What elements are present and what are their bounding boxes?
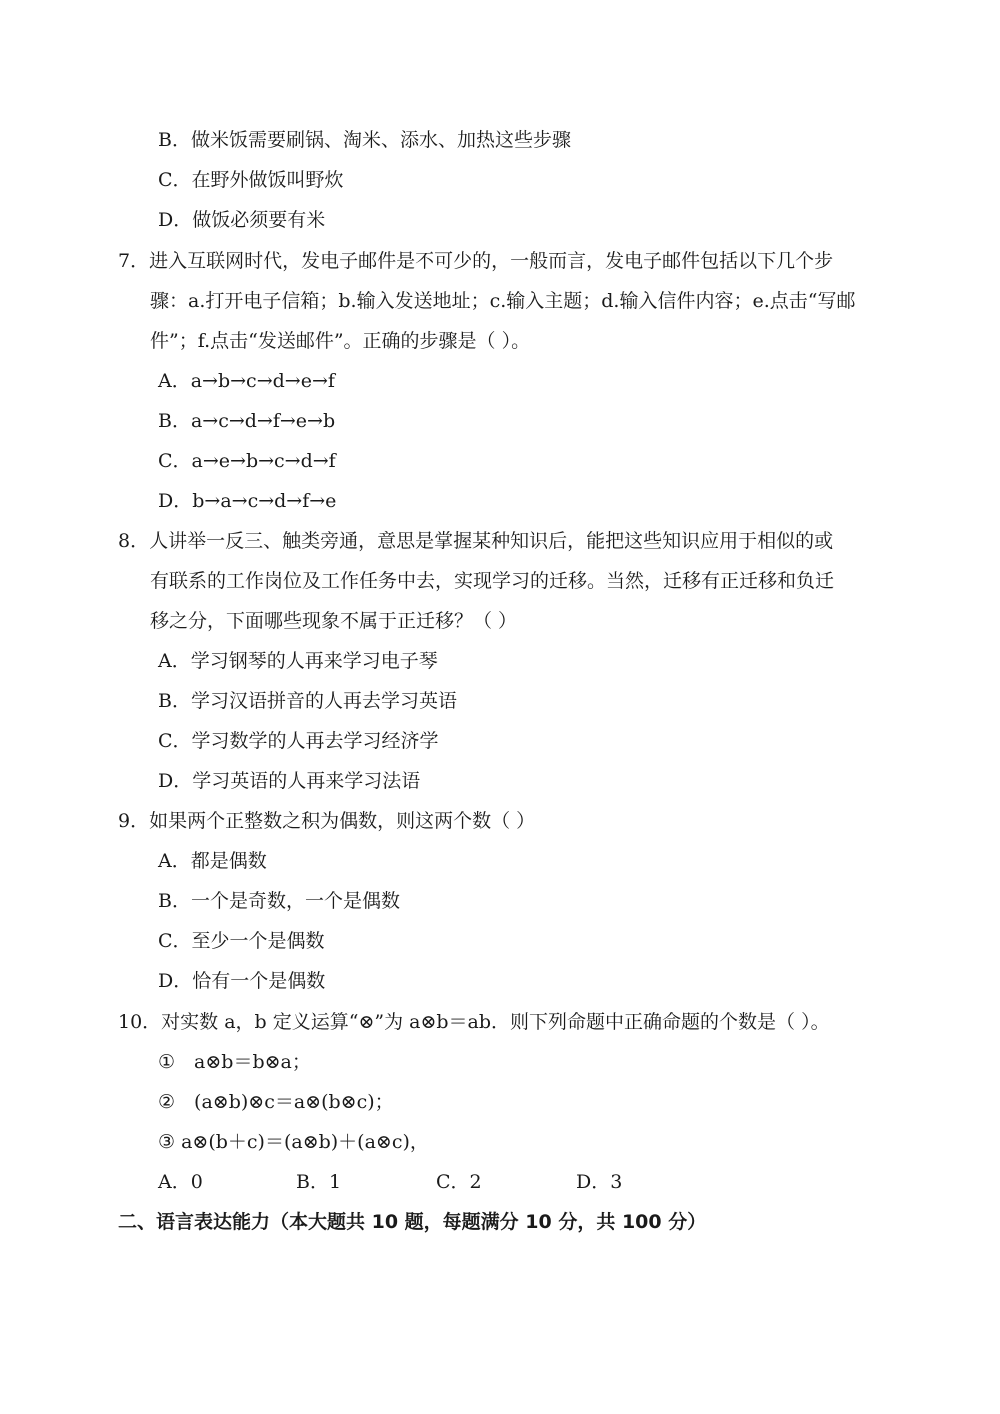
q8-option-c: C．学习数学的人再去学习经济学 [158, 730, 439, 752]
q10-proposition-1: ① a⊗b＝b⊗a； [158, 1051, 311, 1073]
q7-option-d: D．b→a→c→d→f→e [158, 490, 337, 512]
q7-stem-line1: 7．进入互联网时代，发电子邮件是不可少的，一般而言，发电子邮件包括以下几个步 [118, 250, 834, 272]
q8-option-d: D．学习英语的人再来学习法语 [158, 770, 421, 792]
q9-option-a: A．都是偶数 [158, 850, 267, 872]
q9-option-b: B．一个是奇数，一个是偶数 [158, 890, 400, 912]
q9-option-d: D．恰有一个是偶数 [158, 970, 326, 992]
q9-stem: 9．如果两个正整数之积为偶数，则这两个数（ ） [118, 810, 536, 832]
q10-stem: 10．对实数 a，b 定义运算“⊗”为 a⊗b＝ab．则下列命题中正确命题的个数是（ ）。 [118, 1011, 830, 1033]
q6-option-d: D．做饭必须要有米 [158, 209, 326, 231]
q8-option-b: B．学习汉语拼音的人再去学习英语 [158, 690, 457, 712]
q8-stem-line3: 移之分，下面哪些现象不属于正迁移？（ ） [150, 610, 518, 632]
q8-stem-line2: 有联系的工作岗位及工作任务中去，实现学习的迁移。当然，迁移有正迁移和负迁 [150, 570, 835, 592]
q10-option-d: D．3 [576, 1171, 623, 1193]
q10-option-a: A．0 [158, 1171, 203, 1193]
q7-option-a: A．a→b→c→d→e→f [158, 370, 335, 392]
q7-stem-line3: 件”；f.点击“发送邮件”。正确的步骤是（ ）。 [150, 330, 531, 352]
section-2-heading: 二、语言表达能力（本大题共 10 题，每题满分 10 分，共 100 分） [118, 1211, 707, 1233]
q9-option-c: C．至少一个是偶数 [158, 930, 325, 952]
q10-proposition-3: ③ a⊗(b＋c)＝(a⊗b)＋(a⊗c)， [158, 1131, 429, 1153]
q10-proposition-2: ② (a⊗b)⊗c＝a⊗(b⊗c)； [158, 1091, 394, 1113]
q7-stem-line2: 骤：a.打开电子信箱；b.输入发送地址；c.输入主题；d.输入信件内容；e.点击“写邮 [150, 290, 856, 312]
q10-option-b: B．1 [296, 1171, 342, 1193]
q6-option-c: C．在野外做饭叫野炊 [158, 169, 344, 191]
q10-option-c: C．2 [436, 1171, 482, 1193]
q10-options-row [158, 1170, 658, 1194]
q8-option-a: A．学习钢琴的人再来学习电子琴 [158, 650, 438, 672]
q7-option-c: C．a→e→b→c→d→f [158, 450, 336, 472]
q7-option-b: B．a→c→d→f→e→b [158, 410, 336, 432]
q8-stem-line1: 8．人讲举一反三、触类旁通，意思是掌握某种知识后，能把这些知识应用于相似的或 [118, 530, 834, 552]
q6-option-b: B．做米饭需要刷锅、淘米、添水、加热这些步骤 [158, 129, 571, 151]
